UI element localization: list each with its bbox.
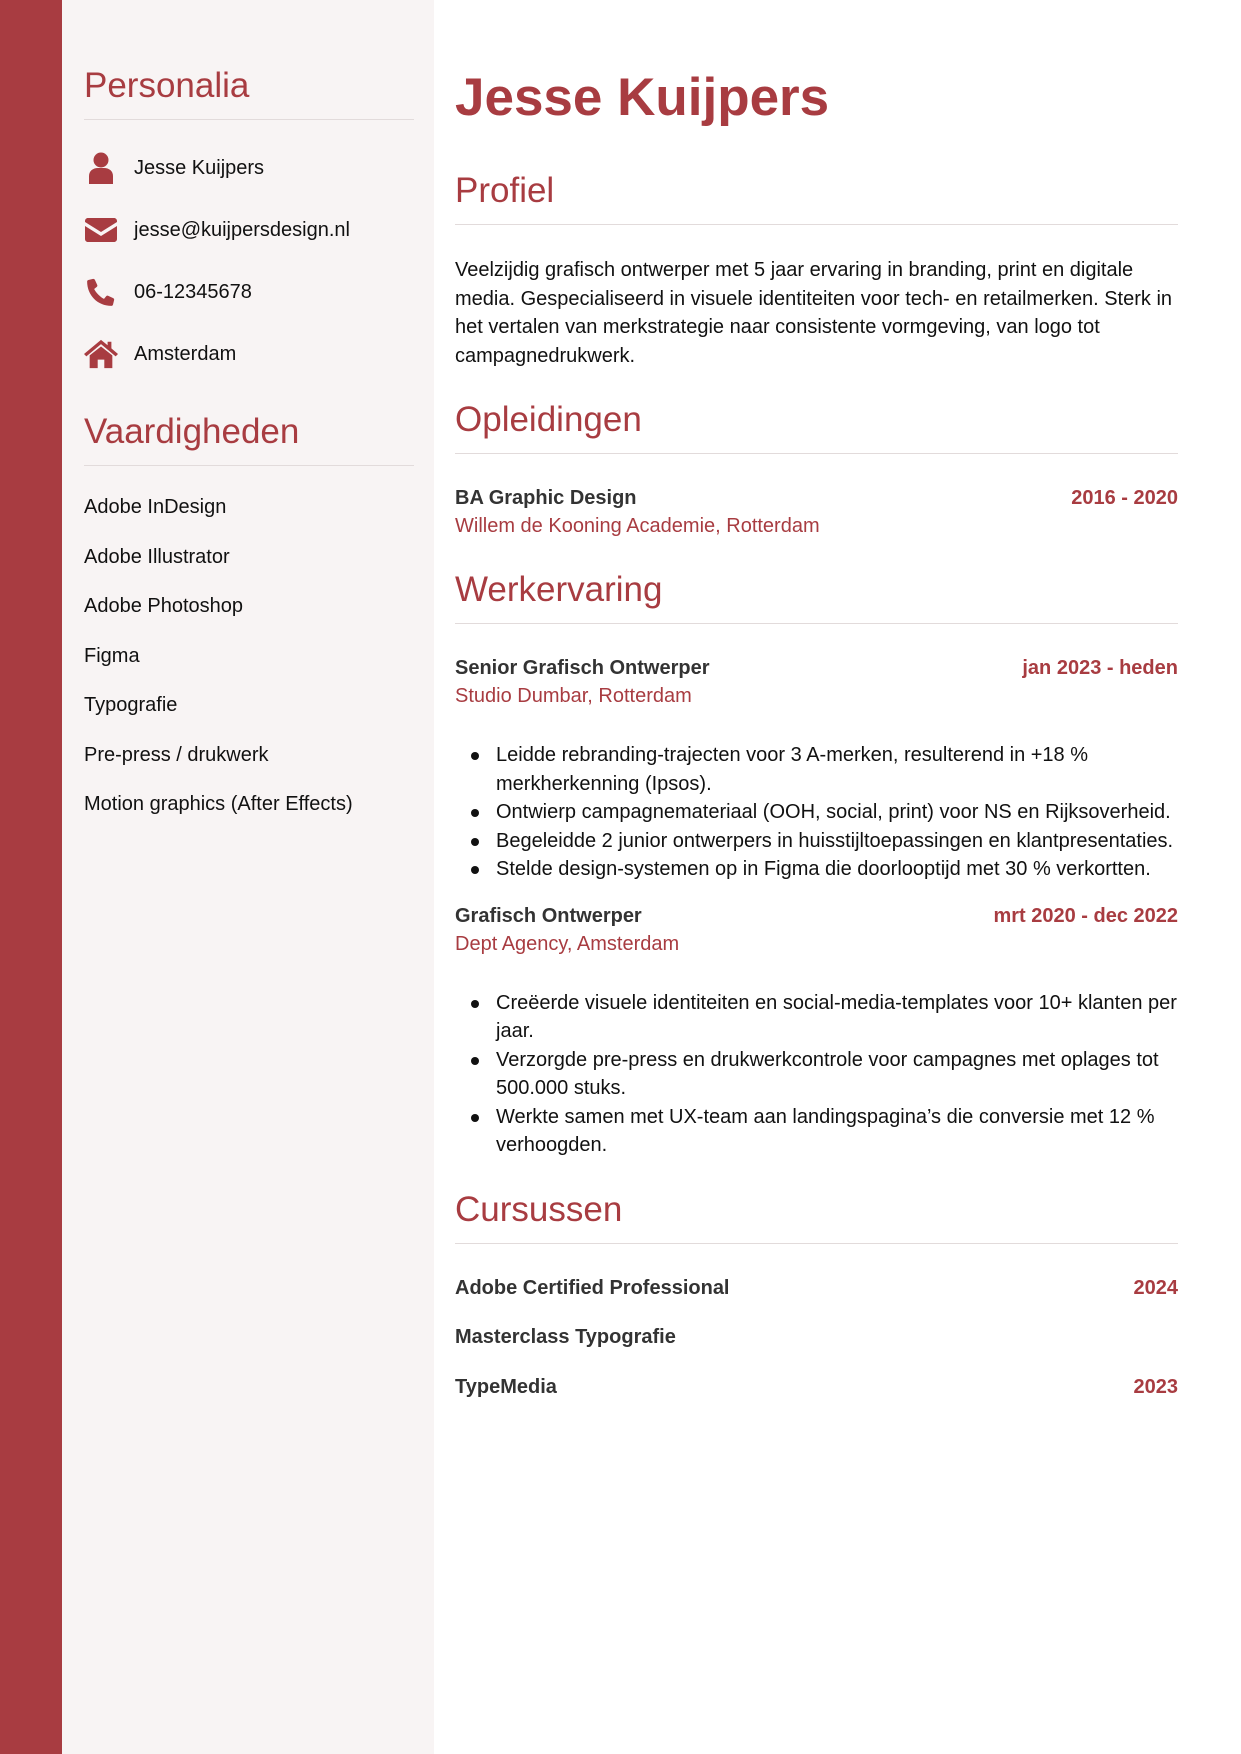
education-dates: 2016 - 2020 [1071, 487, 1178, 509]
skill-item: Typografie [84, 694, 178, 716]
contact-phone [84, 261, 414, 323]
education-title: BA Graphic Design [455, 487, 637, 509]
job-bullet: Ontwierp campagnemateriaal (OOH, social, print) voor NS en Rijksoverheid. [496, 798, 1178, 827]
contact-name-value: Jesse Kuijpers [134, 156, 265, 179]
contact-list [84, 137, 414, 385]
job-bullet: Stelde design-systemen op in Figma die doorlooptijd met 30 % verkortten. [496, 855, 1178, 884]
profile-text: Veelzijdig grafisch ontwerper met 5 jaar ervaring in branding, print en digitale media. Gespecialiseerd in visuele identiteiten voor tech- en retailmerken. Sterk in het vertalen van merkstrategie naar consistente vormgeving, van logo tot campagnedrukwerk. [455, 259, 1173, 367]
phone-icon [84, 275, 118, 309]
contact-name [84, 137, 414, 199]
course-list [455, 1274, 1178, 1423]
contact-email [84, 199, 414, 261]
job-bullet: Werkte samen met UX-team aan landingspagina’s die conversie met 12 % verhoogden. [496, 1103, 1178, 1160]
course-row [455, 1373, 1178, 1423]
job-bullet: Begeleidde 2 junior ontwerpers in huisstijltoepassingen en klantpresentaties. [496, 827, 1178, 856]
skill-item: Adobe InDesign [84, 496, 227, 518]
education-institution: Willem de Kooning Academie, Rotterdam [455, 515, 820, 537]
skill-list [84, 483, 414, 830]
job-title: Grafisch Ontwerper [455, 904, 642, 927]
contact-location [84, 323, 414, 385]
candidate-name: Jesse Kuijpers [455, 68, 830, 127]
job-title: Senior Grafisch Ontwerper [455, 657, 710, 679]
main-content [434, 0, 1241, 1754]
skill-item: Pre-press / drukwerk [84, 743, 269, 766]
job-entry [455, 902, 1178, 1160]
course-year: 2023 [1133, 1375, 1178, 1398]
skill-item: Motion graphics (After Effects) [84, 793, 353, 815]
job-bullet-list [455, 741, 1178, 884]
job-company: Dept Agency, Amsterdam [455, 932, 680, 955]
job-bullet-list [455, 989, 1178, 1160]
contact-phone-value: 06-12345678 [134, 280, 252, 303]
contact-location-value: Amsterdam [134, 342, 237, 365]
course-row [455, 1323, 1178, 1373]
envelope-icon [84, 213, 118, 247]
sidebar [62, 0, 434, 1754]
course-title: Adobe Certified Professional [455, 1276, 730, 1299]
personalia-heading: Personalia [84, 66, 414, 120]
job-bullet: Creëerde visuele identiteiten en social-media-templates voor 10+ klanten per jaar. [496, 989, 1178, 1046]
job-entry [455, 654, 1178, 884]
job-dates: jan 2023 - heden [1022, 657, 1178, 679]
job-bullet: Leidde rebranding-trajecten voor 3 A-merken, resulterend in +18 % merkherkenning (Ipsos). [496, 741, 1178, 798]
skill-item: Adobe Illustrator [84, 545, 230, 568]
course-year: 2024 [1133, 1276, 1178, 1299]
course-row [455, 1274, 1178, 1324]
courses-heading: Cursussen [455, 1190, 1178, 1244]
job-bullet: Verzorgde pre-press en drukwerkcontrole voor campagnes met oplages tot 500.000 stuks. [496, 1046, 1178, 1103]
education-entry [455, 484, 1178, 540]
job-dates: mrt 2020 - dec 2022 [993, 904, 1178, 927]
skill-item: Adobe Photoshop [84, 595, 244, 617]
education-heading: Opleidingen [455, 400, 1178, 454]
profile-heading: Profiel [455, 171, 1178, 225]
home-icon [84, 337, 118, 371]
work-heading: Werkervaring [455, 570, 1178, 624]
contact-email-value[interactable]: jesse@kuijpersdesign.nl [134, 218, 350, 241]
skill-item: Figma [84, 644, 140, 667]
skills-heading: Vaardigheden [84, 412, 414, 466]
person-icon [84, 151, 118, 185]
job-company: Studio Dumbar, Rotterdam [455, 685, 692, 707]
course-title: Masterclass Typografie [455, 1326, 676, 1348]
course-title: TypeMedia [455, 1375, 557, 1398]
accent-strip [0, 0, 62, 1754]
